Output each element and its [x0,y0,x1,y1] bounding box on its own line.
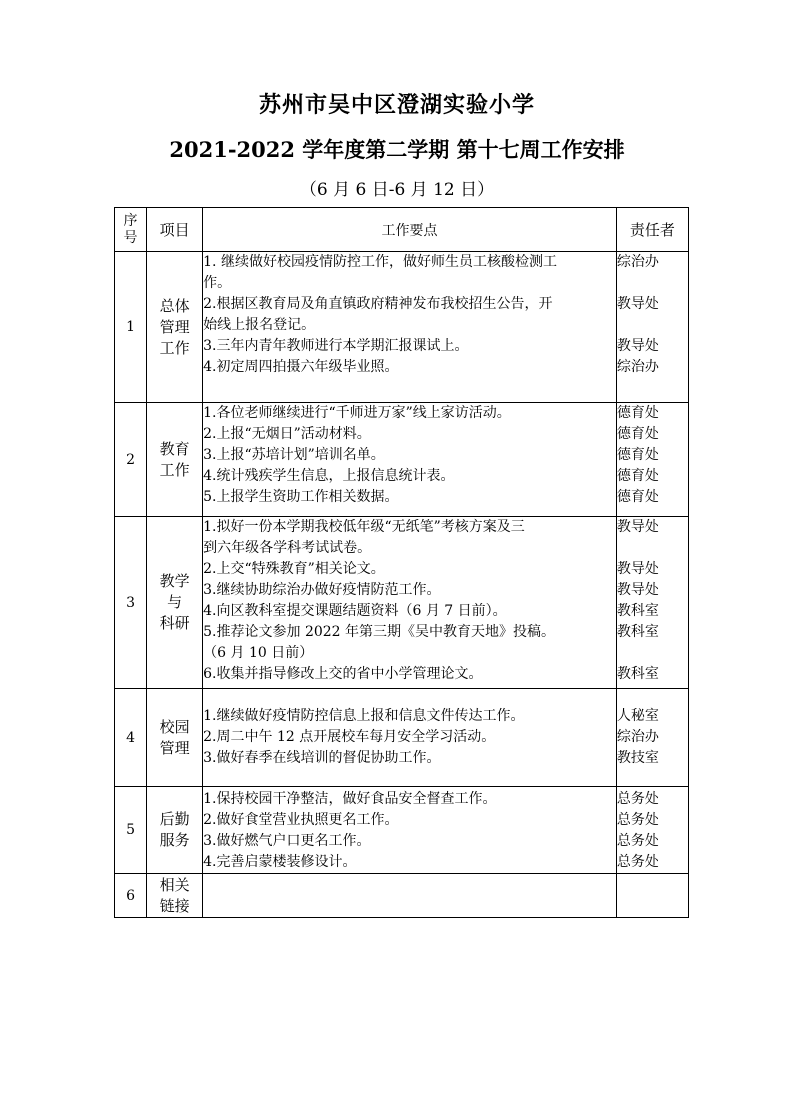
row-item: 总体 管理 工作 [147,252,203,403]
row-item: 后勤 服务 [147,787,203,874]
row-resp: 人秘室 综治办 教技室 [616,689,688,787]
table-row [115,689,689,787]
table-row [115,517,689,689]
row-item: 相关 链接 [147,874,203,918]
row-points: 1. 继续做好校园疫情防控工作，做好师生员工核酸检测工 作。 2.根据区教育局及角直镇政府精神发布我校招生公告，开 始线上报名登记。 3.三年内青年教师进行本学期汇报课试上。 4.初定周四拍摄六年级毕业照。 [203,252,617,403]
row-points-empty [203,874,617,918]
header-item: 项目 [147,208,203,252]
schedule-title: 2021-2022 学年度第二学期 第十七周工作安排 [169,137,625,162]
table-row [115,874,689,918]
row-item: 教育 工作 [147,403,203,517]
header-seq: 序 号 [115,208,147,252]
row-points: 1.各位老师继续进行“千师进万家”线上家访活动。 2.上报“无烟日”活动材料。 3.上报“苏培计划”培训名单。 4.统计残疾学生信息，上报信息统计表。 5.上报学生资助工作相关数据。 [203,403,617,517]
row-points: 1.保持校园干净整洁，做好食品安全督查工作。 2.做好食堂营业执照更名工作。 3.做好燃气户口更名工作。 4.完善启蒙楼装修设计。 [203,787,617,874]
row-seq: 4 [115,689,147,787]
row-seq: 1 [115,252,147,403]
row-points: 1.拟好一份本学期我校低年级“无纸笔”考核方案及三 到六年级各学科考试试卷。 2.上交“特殊教育”相关论文。 3.继续协助综治办做好疫情防范工作。 4.向区教科室提交课题结题资料（6 月 7 日前）。 5.推荐论文参加 2022 年第三期《吴中教育天地》投稿。 （6 月 10 日前） 6.收集并指导修改上交的省中小学管理论文。 [203,517,617,689]
schedule-table [114,207,689,918]
row-seq: 3 [115,517,147,689]
row-points: 1.继续做好疫情防控信息上报和信息文件传达工作。 2.周二中午 12 点开展校车每月安全学习活动。 3.做好春季在线培训的督促协助工作。 [203,689,617,787]
header-points: 工作要点 [203,208,617,252]
row-resp: 教导处 教导处 教导处 教科室 教科室 教科室 [616,517,688,689]
table-row [115,787,689,874]
row-resp-empty [616,874,688,918]
row-seq: 5 [115,787,147,874]
table-row [115,252,689,403]
date-range: （6 月 6 日-6 月 12 日） [299,180,495,200]
header-resp: 责任者 [616,208,688,252]
header-row [115,208,689,252]
school-title: 苏州市吴中区澄湖实验小学 [258,92,535,118]
row-item: 校园 管理 [147,689,203,787]
row-resp: 德育处 德育处 德育处 德育处 德育处 [616,403,688,517]
row-resp: 总务处 总务处 总务处 总务处 [616,787,688,874]
row-resp: 综治办 教导处 教导处 综治办 [616,252,688,403]
row-seq: 6 [115,874,147,918]
row-seq: 2 [115,403,147,517]
table-row [115,403,689,517]
row-item: 教学 与 科研 [147,517,203,689]
